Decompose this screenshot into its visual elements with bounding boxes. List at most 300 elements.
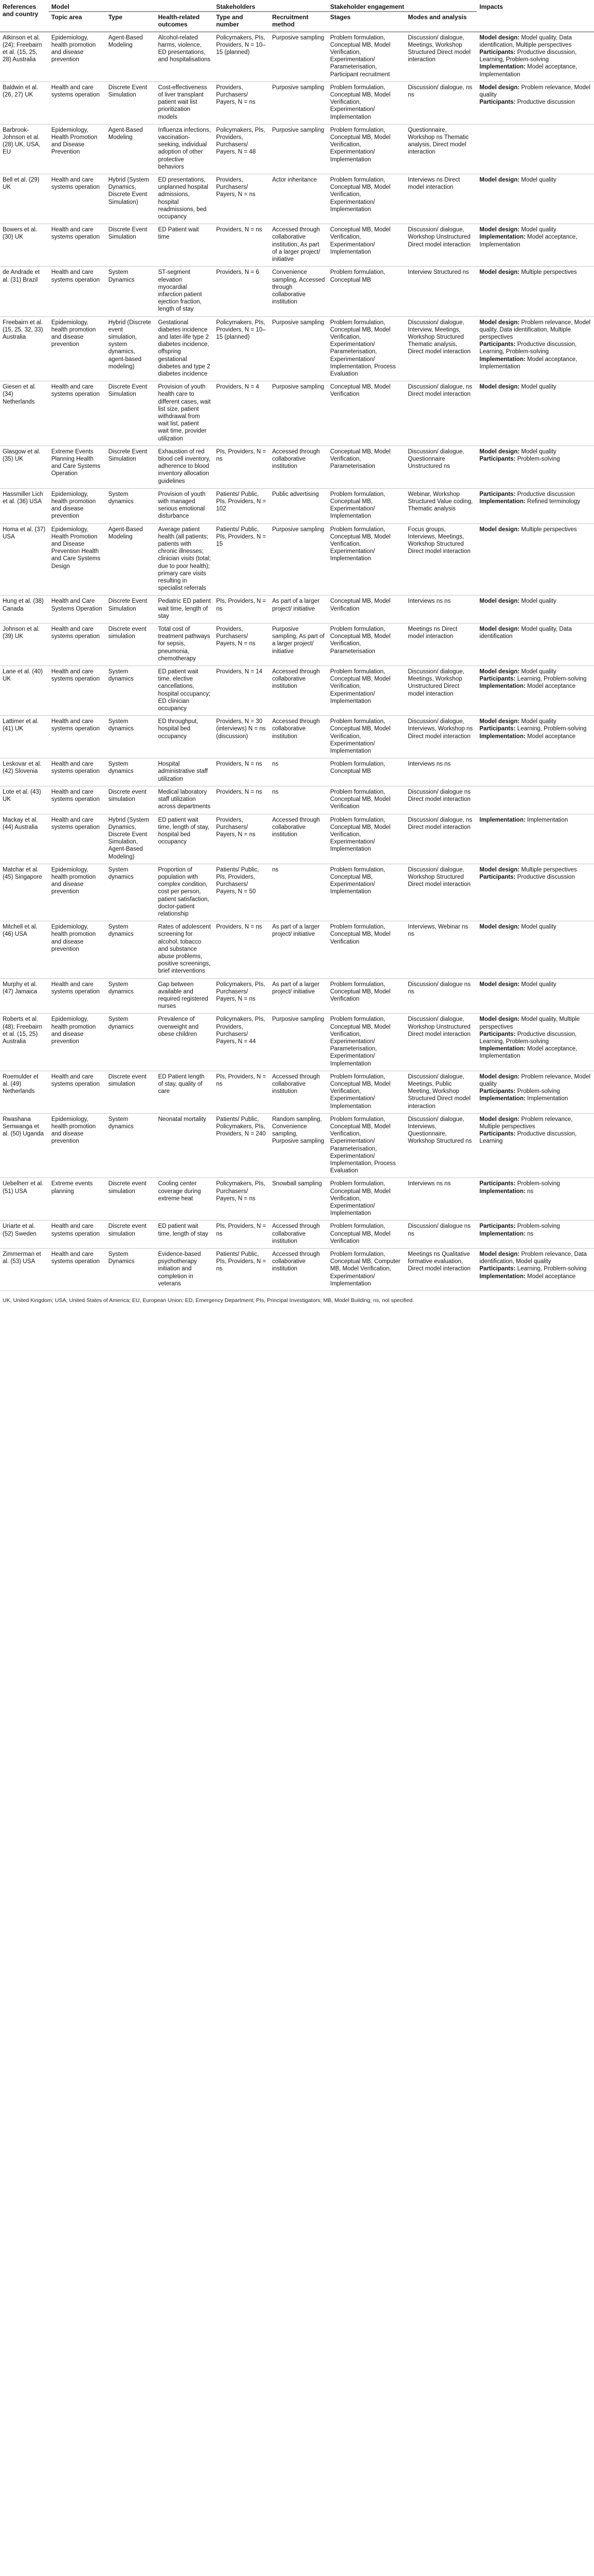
impact-values: Model quality bbox=[521, 384, 557, 391]
impact-category: Participants: bbox=[479, 1181, 516, 1187]
cell-modes: Interviews ns ns bbox=[408, 761, 451, 768]
impact-values: Model acceptance bbox=[527, 733, 576, 740]
header-type: Type bbox=[106, 12, 155, 32]
cell-stakeholder-type: Patients/ Public, PIs, Providers, N = 15 bbox=[216, 526, 266, 547]
cell-stages: Problem formulation, Conceptual MB, Model Verification bbox=[330, 788, 391, 810]
impact-values: Problem-solving bbox=[517, 1088, 560, 1095]
table-row bbox=[0, 174, 594, 224]
cell-reference: Glasgow et al. (35) UK bbox=[3, 448, 40, 462]
cell-model-type: Discrete event simulation bbox=[108, 626, 147, 640]
cell-recruitment: Snowball sampling bbox=[272, 1181, 322, 1187]
cell-impacts bbox=[477, 978, 594, 1014]
impact-entry bbox=[479, 683, 591, 690]
cell-impacts bbox=[477, 124, 594, 174]
impact-category: Participants: bbox=[479, 726, 516, 732]
impact-entry bbox=[479, 383, 591, 391]
cell-model-type: System dynamics bbox=[108, 761, 134, 775]
cell-stakeholder-type: PIs, Providers, N = ns bbox=[216, 598, 266, 612]
cell-stakeholder-type: Providers, N = 14 bbox=[216, 669, 263, 675]
cell-outcomes: ED presentations, unplanned hospital admissions, hospital readmissions, bed occupancy bbox=[158, 177, 208, 220]
cell-stakeholder-type: Patients/ Public, Policymakers, PIs, Providers, N = 240 bbox=[216, 1116, 266, 1138]
impact-category: Participants: bbox=[479, 99, 516, 106]
impact-values: Productive discussion, Learning, Problem-solving bbox=[479, 49, 577, 63]
cell-impacts bbox=[477, 814, 594, 864]
cell-modes: Discussion/ dialogue, Interviews, Questionnaire, Workshop Structured ns bbox=[408, 1116, 472, 1145]
cell-recruitment: Purposive sampling, As part of a larger project/ initiative bbox=[272, 626, 324, 655]
cell-recruitment: Purposive sampling bbox=[272, 127, 324, 133]
impact-entry bbox=[479, 733, 591, 740]
cell-modes: Meetings ns Qualitative formative evaluation, Direct model interaction bbox=[408, 1251, 471, 1272]
header-references: References and country bbox=[0, 0, 49, 32]
impact-entry bbox=[479, 498, 591, 505]
cell-topic-area: Health and care systems operation bbox=[51, 1223, 100, 1237]
cell-model-type: Discrete Event Simulation bbox=[108, 227, 147, 241]
cell-modes: Discussion/ dialogue, Workshop Unstructured Direct model interaction bbox=[408, 227, 471, 248]
impact-values: Productive discussion bbox=[517, 874, 575, 880]
cell-stakeholder-type: Providers, N = ns bbox=[216, 761, 262, 768]
cell-impacts bbox=[477, 758, 594, 786]
cell-model-type: Agent-Based Modeling bbox=[108, 526, 143, 540]
cell-reference: Murphy et al. (47) Jamaica bbox=[3, 981, 37, 995]
impact-entry bbox=[479, 448, 591, 455]
cell-modes: Interviews ns ns bbox=[408, 1181, 451, 1187]
impact-entry bbox=[479, 1116, 591, 1130]
cell-impacts bbox=[477, 446, 594, 488]
cell-recruitment: As part of a larger project/ initiative bbox=[272, 981, 320, 995]
cell-topic-area: Epidemiology, health promotion and disease prevention bbox=[51, 866, 96, 895]
impact-category: Model design: bbox=[479, 718, 520, 725]
impact-values: Model quality bbox=[521, 448, 557, 455]
cell-model-type: System dynamics bbox=[108, 669, 134, 683]
cell-stakeholder-type: Providers, N = ns bbox=[216, 227, 262, 233]
cell-topic-area: Epidemiology, health promotion and disease prevention bbox=[51, 1116, 96, 1145]
cell-reference: Bowers et al. (30) UK bbox=[3, 227, 37, 241]
impact-category: Participants: bbox=[479, 491, 516, 497]
cell-model-type: System Dynamics bbox=[108, 1251, 135, 1265]
impact-category: Implementation: bbox=[479, 1046, 526, 1052]
cell-stages: Problem formulation, Conceptual MB, Model Verification, Experimentation/ Parameterisation, Experimentation/ Implementation, Process Evaluation bbox=[330, 1116, 396, 1174]
impact-entry bbox=[479, 1031, 591, 1045]
cell-reference: Giesen et al. (34) Netherlands bbox=[3, 384, 36, 405]
impact-values: Model quality bbox=[521, 669, 557, 675]
cell-outcomes: Pediatric ED patient wait time, length of stay bbox=[158, 598, 211, 619]
cell-model-type: Discrete event simulation bbox=[108, 1073, 147, 1087]
impact-values: Model quality, Data identification bbox=[479, 626, 572, 640]
table-row bbox=[0, 666, 594, 716]
cell-modes: Interviews ns ns bbox=[408, 598, 451, 605]
cell-model-type: Discrete Event Simulation bbox=[108, 448, 147, 462]
header-outcomes: Health-related outcomes bbox=[155, 12, 214, 32]
impact-category: Model design: bbox=[479, 669, 520, 675]
impact-values: Model acceptance bbox=[527, 1273, 576, 1280]
table-row bbox=[0, 786, 594, 814]
impact-values: Multiple perspectives bbox=[521, 526, 577, 533]
cell-outcomes: Medical laboratory staff utilization across departments bbox=[158, 788, 210, 810]
cell-recruitment: Purposive sampling bbox=[272, 34, 324, 41]
cell-reference: Zimmerman et al. (53) USA bbox=[3, 1251, 41, 1265]
impact-category: Participants: bbox=[479, 341, 516, 348]
cell-reference: Homa et al. (37) USA bbox=[3, 526, 46, 540]
cell-outcomes: Cooling center coverage during extreme heat bbox=[158, 1181, 201, 1202]
impact-entry bbox=[479, 626, 591, 640]
impact-category: Implementation: bbox=[479, 234, 526, 241]
header-stages: Stages bbox=[328, 12, 405, 32]
cell-outcomes: ED Patient length of stay, quality of care bbox=[158, 1073, 205, 1095]
impact-values: Problem relevance, Model quality bbox=[479, 1073, 591, 1087]
cell-impacts bbox=[477, 921, 594, 978]
impact-category: Model design: bbox=[479, 269, 520, 276]
cell-modes: Interview Structured ns bbox=[408, 269, 469, 276]
impact-values: Model quality bbox=[521, 177, 557, 184]
table-row bbox=[0, 978, 594, 1014]
cell-stages: Problem formulation, Conceptual MB, Model Verification, Experimentation/ Implementation bbox=[330, 526, 391, 562]
cell-stakeholder-type: Policymakers, PIs, Providers, N = 10–15 (planned) bbox=[216, 34, 266, 56]
impact-category: Model design: bbox=[479, 448, 520, 455]
table-row bbox=[0, 124, 594, 174]
cell-stakeholder-type: Providers, N = 4 bbox=[216, 384, 259, 391]
impact-category: Model design: bbox=[479, 319, 520, 326]
cell-modes: Discussion/ dialogue, Questionnaire Unstructured ns bbox=[408, 448, 464, 470]
table-row bbox=[0, 1178, 594, 1221]
cell-reference: Roberts et al. (48); Freebairn et al. (15, 25) Australia bbox=[3, 1016, 43, 1045]
impact-category: Model design: bbox=[479, 981, 520, 988]
impact-values: Model quality, Data identification, Multiple perspectives bbox=[479, 34, 572, 48]
impact-entry bbox=[479, 675, 591, 683]
impact-entry bbox=[479, 84, 591, 99]
impact-entry bbox=[479, 176, 591, 184]
impact-category: Participants: bbox=[479, 1131, 516, 1138]
cell-model-type: Discrete event simulation bbox=[108, 1223, 147, 1237]
impact-values: Implementation bbox=[527, 1096, 568, 1102]
cell-outcomes: Neonatal mortality bbox=[158, 1116, 206, 1123]
cell-outcomes: ED throughput, hospital bed occupancy bbox=[158, 718, 199, 740]
cell-model-type: Agent-Based Modeling bbox=[108, 34, 143, 48]
cell-outcomes: Exhaustion of red blood cell inventory, adherence to blood inventory allocation guidelines bbox=[158, 448, 210, 484]
cell-stakeholder-type: Policymakers, PIs, Purchasers/ Payers, N = ns bbox=[216, 981, 265, 1002]
cell-recruitment: Public advertising bbox=[272, 491, 319, 497]
impact-entry bbox=[479, 718, 591, 725]
cell-reference: Mackay et al. (44) Australia bbox=[3, 816, 38, 830]
impact-values: Productive discussion, Learning, Problem-solving bbox=[479, 341, 577, 355]
cell-stages: Problem formulation, Conceptual MB, Experimentation/ Implementation bbox=[330, 491, 386, 520]
impact-entry bbox=[479, 668, 591, 675]
header-recruitment: Recruitment method bbox=[270, 12, 328, 32]
cell-recruitment: Purposive sampling bbox=[272, 384, 324, 391]
cell-stages: Problem formulation, Conceptual MB, Model Verification, Parameterisation bbox=[330, 626, 391, 655]
cell-stages: Conceptual MB, Model Verification, Parameterisation bbox=[330, 448, 391, 470]
cell-topic-area: Health and care systems operation bbox=[51, 626, 100, 640]
cell-impacts bbox=[477, 595, 594, 624]
cell-model-type: Discrete Event Simulation bbox=[108, 84, 147, 99]
cell-modes: Discussion/ dialogue, ns Direct model interaction bbox=[408, 816, 473, 830]
impact-category: Participants: bbox=[479, 676, 516, 683]
table-row bbox=[0, 624, 594, 666]
cell-impacts bbox=[477, 174, 594, 224]
cell-topic-area: Health and care systems operation bbox=[51, 84, 100, 99]
impact-category: Participants: bbox=[479, 1088, 516, 1095]
cell-modes: Interviews ns Direct model interaction bbox=[408, 177, 460, 191]
impact-entry bbox=[479, 526, 591, 533]
cell-recruitment: ns bbox=[272, 866, 279, 873]
cell-topic-area: Epidemiology, health promotion and disease prevention bbox=[51, 319, 96, 348]
impact-category: Implementation: bbox=[479, 683, 526, 690]
impact-category: Participants: bbox=[479, 1223, 516, 1230]
cell-reference: Hung et al. (38) Canada bbox=[3, 598, 44, 612]
table-row bbox=[0, 595, 594, 624]
table-row bbox=[0, 864, 594, 921]
cell-modes: Discussion/ dialogue ns ns bbox=[408, 1223, 471, 1237]
cell-model-type: System dynamics bbox=[108, 1016, 134, 1030]
impact-category: Model design: bbox=[479, 526, 520, 533]
cell-reference: Matchar et al. (45) Singapore bbox=[3, 866, 43, 880]
header-engagement: Stakeholder engagement bbox=[328, 0, 477, 12]
header-model: Model bbox=[49, 0, 214, 12]
cell-stakeholder-type: Providers, N = 30 (interviews) N = ns (discussion) bbox=[216, 718, 266, 740]
impact-category: Implementation: bbox=[479, 498, 526, 505]
impact-entry bbox=[479, 725, 591, 732]
cell-reference: Roemulder et al. (49) Netherlands bbox=[3, 1073, 39, 1095]
table-row bbox=[0, 316, 594, 381]
cell-topic-area: Epidemiology, health promotion and disease prevention bbox=[51, 924, 96, 952]
cell-modes: Discussion/ dialogue, Workshop Unstructured Direct model interaction bbox=[408, 1016, 471, 1037]
cell-topic-area: Epidemiology, health promotion and disease prevention bbox=[51, 491, 96, 520]
impact-category: Model design: bbox=[479, 227, 520, 233]
cell-reference: Baldwin et al. (26, 27) UK bbox=[3, 84, 38, 99]
cell-recruitment: Purposive sampling bbox=[272, 319, 324, 326]
cell-modes: Discussion/ dialogue, ns Direct model interaction bbox=[408, 384, 473, 398]
table-row bbox=[0, 81, 594, 124]
cell-stages: Problem formulation, Conceptual MB, Experimentation/ Implementation bbox=[330, 866, 386, 895]
impact-entry bbox=[479, 491, 591, 498]
impact-entry bbox=[479, 356, 591, 370]
impact-entry bbox=[479, 455, 591, 463]
cell-stages: Problem formulation, Conceptual MB, Model Verification bbox=[330, 981, 391, 1002]
cell-reference: Rwashana Semwanga et al. (50) Uganda bbox=[3, 1116, 44, 1138]
cell-outcomes: Total cost of treatment pathways for sepsis, pneumonia, chemotherapy bbox=[158, 626, 210, 662]
impact-values: Model quality bbox=[521, 981, 557, 988]
impact-entry bbox=[479, 981, 591, 988]
table-row bbox=[0, 814, 594, 864]
impact-category: Implementation: bbox=[479, 1096, 526, 1102]
impact-category: Model design: bbox=[479, 1116, 520, 1123]
cell-impacts bbox=[477, 1071, 594, 1113]
table-row bbox=[0, 224, 594, 267]
cell-reference: Freebairn et al. (15, 25, 32, 33) Australia bbox=[3, 319, 43, 340]
table-row bbox=[0, 1249, 594, 1291]
impact-entry bbox=[479, 1073, 591, 1088]
cell-impacts bbox=[477, 786, 594, 814]
cell-impacts bbox=[477, 32, 594, 81]
cell-reference: Lattimer et al. (41) UK bbox=[3, 718, 39, 732]
impact-category: Model design: bbox=[479, 866, 520, 873]
cell-recruitment: Accessed through collaborative institution bbox=[272, 718, 320, 740]
cell-model-type: System dynamics bbox=[108, 491, 134, 505]
impact-entry bbox=[479, 1273, 591, 1280]
impact-values: Model quality bbox=[521, 598, 557, 605]
cell-topic-area: Health and care systems operation bbox=[51, 1073, 100, 1087]
impact-category: Model design: bbox=[479, 626, 520, 633]
cell-outcomes: Cost-effectiveness of liver transplant patient wait list prioritization models bbox=[158, 84, 207, 120]
impact-values: Productive discussion bbox=[517, 99, 575, 106]
cell-stakeholder-type: Providers, N = 6 bbox=[216, 269, 259, 276]
cell-stages: Problem formulation, Conceptual MB, Model Verification, Experimentation/ Implementation bbox=[330, 1181, 391, 1217]
cell-stakeholder-type: Providers, Purchasers/ Payers, N = ns bbox=[216, 626, 256, 647]
cell-model-type: System dynamics bbox=[108, 718, 134, 732]
impact-entry bbox=[479, 341, 591, 355]
cell-recruitment: Purposive sampling bbox=[272, 84, 324, 91]
cell-stages: Problem formulation, Conceptual MB, Model Verification bbox=[330, 1223, 391, 1244]
impact-entry bbox=[479, 49, 591, 63]
table-row bbox=[0, 488, 594, 523]
cell-stages: Problem formulation, Conceptual MB bbox=[330, 761, 386, 775]
cell-modes: Discussion/ dialogue, Interview, Meetings, Workshop Structured Thematic analysis, Direct model interaction bbox=[408, 319, 471, 355]
cell-reference: Barbrook-Johnson et al. (28) UK, USA, EU bbox=[3, 127, 40, 156]
cell-outcomes: Gap between available and required registered nurses bbox=[158, 981, 208, 1010]
table-row bbox=[0, 32, 594, 81]
impact-category: Implementation: bbox=[479, 64, 526, 71]
cell-stakeholder-type: Patients/ Public, PIs, Providers, Purchasers/ Payers, N = 50 bbox=[216, 866, 259, 895]
cell-recruitment: Accessed through collaborative institution bbox=[272, 1251, 320, 1272]
impact-category: Model design: bbox=[479, 924, 520, 931]
cell-modes: Discussion/ dialogue ns Direct model interaction bbox=[408, 788, 471, 803]
cell-topic-area: Extreme Events Planning Health and Care Systems Operation bbox=[51, 448, 101, 477]
impact-category: Participants: bbox=[479, 49, 516, 56]
cell-stakeholder-type: Providers, N = ns bbox=[216, 788, 262, 795]
cell-topic-area: Health and care systems operation bbox=[51, 981, 100, 995]
cell-recruitment: Accessed through collaborative institution bbox=[272, 1073, 320, 1095]
impact-values: Problem-solving bbox=[517, 455, 560, 462]
cell-topic-area: Extreme events planning bbox=[51, 1181, 93, 1195]
cell-stages: Problem formulation, Conceptual MB, Model Verification, Experimentation/ Implementation bbox=[330, 177, 391, 213]
impact-entry bbox=[479, 1095, 591, 1102]
cell-outcomes: Provision of youth with managed serious emotional disturbance bbox=[158, 491, 206, 520]
impact-values: Productive discussion, Learning bbox=[479, 1131, 577, 1145]
impact-values: Productive discussion, Learning, Problem-solving bbox=[479, 1031, 577, 1045]
impact-category: Implementation: bbox=[479, 356, 526, 363]
impact-entry bbox=[479, 1251, 591, 1265]
cell-recruitment: ns bbox=[272, 761, 279, 768]
cell-impacts bbox=[477, 381, 594, 446]
cell-reference: Bell et al. (29) UK bbox=[3, 177, 39, 191]
cell-model-type: System dynamics bbox=[108, 924, 134, 938]
cell-topic-area: Health and care systems operation bbox=[51, 761, 100, 775]
impact-values: Problem-solving bbox=[517, 1181, 560, 1187]
cell-model-type: Agent-Based Modeling bbox=[108, 127, 143, 141]
impact-category: Model design: bbox=[479, 84, 520, 91]
cell-reference: Leskovar et al. (42) Slovenia bbox=[3, 761, 41, 775]
cell-topic-area: Health and care systems operation bbox=[51, 384, 100, 398]
cell-modes: Questionnaire, Workshop ns Thematic analysis, Direct model interaction bbox=[408, 127, 469, 156]
cell-reference: Uriarte et al. (52) Sweden bbox=[3, 1223, 37, 1237]
table-row bbox=[0, 716, 594, 758]
header-stakeholders: Stakeholders bbox=[214, 0, 328, 12]
cell-stakeholder-type: Providers, Purchasers/ Payers, N = ns bbox=[216, 84, 256, 106]
cell-recruitment: Accessed through collaborative institution, As part of a larger project/ initiative bbox=[272, 227, 320, 263]
cell-impacts bbox=[477, 666, 594, 716]
table-row bbox=[0, 921, 594, 978]
cell-impacts bbox=[477, 316, 594, 381]
impact-category: Participants: bbox=[479, 1031, 516, 1037]
impact-values: Model acceptance bbox=[527, 683, 576, 690]
cell-stages: Problem formulation, Conceptual MB, Model Verification, Experimentation/ Implementation bbox=[330, 84, 391, 120]
impact-values: Model quality bbox=[521, 924, 557, 931]
impact-entry bbox=[479, 1180, 591, 1187]
cell-reference: Uebelherr et al. (51) USA bbox=[3, 1181, 44, 1195]
cell-stages: Problem formulation, Conceptual MB, Computer MB, Model Verification, Experimentation/ Implementation bbox=[330, 1251, 401, 1287]
impact-entry bbox=[479, 1016, 591, 1030]
cell-topic-area: Health and care systems operation bbox=[51, 816, 100, 830]
cell-reference: Atkinson et al. (24); Freebairn et al. (15, 25, 28) Australia bbox=[3, 34, 43, 63]
impact-category: Implementation: bbox=[479, 733, 526, 740]
header-topic-area: Topic area bbox=[49, 12, 106, 32]
cell-impacts bbox=[477, 1249, 594, 1291]
cell-model-type: System dynamics bbox=[108, 981, 134, 995]
cell-impacts bbox=[477, 864, 594, 921]
cell-impacts bbox=[477, 488, 594, 523]
cell-impacts bbox=[477, 523, 594, 595]
impact-entry bbox=[479, 598, 591, 605]
cell-model-type: Discrete event simulation bbox=[108, 1181, 147, 1195]
cell-impacts bbox=[477, 624, 594, 666]
cell-reference: Lote et al. (43) UK bbox=[3, 788, 41, 803]
impact-category: Model design: bbox=[479, 177, 520, 184]
cell-model-type: Discrete Event Simulation bbox=[108, 598, 147, 612]
impact-category: Participants: bbox=[479, 1266, 516, 1272]
table-row bbox=[0, 523, 594, 595]
table-body bbox=[0, 32, 594, 1291]
cell-model-type: System dynamics bbox=[108, 1116, 134, 1130]
cell-topic-area: Health and care systems operation bbox=[51, 269, 100, 283]
cell-topic-area: Epidemiology, Health Promotion and Disease Prevention Health and Care Systems Design bbox=[51, 526, 101, 570]
header-impacts: Impacts bbox=[477, 0, 594, 32]
cell-modes: Discussion/ dialogue, Meetings, Workshop Unstructured Direct model interaction bbox=[408, 669, 464, 697]
cell-recruitment: Random sampling, Convenience sampling, Purposive sampling bbox=[272, 1116, 324, 1145]
impact-entry bbox=[479, 233, 591, 248]
impact-entry bbox=[479, 34, 591, 49]
cell-modes: Discussion/ dialogue, Workshop Structured Direct model interaction bbox=[408, 866, 471, 888]
cell-recruitment: Accessed through collaborative institution bbox=[272, 669, 320, 690]
impact-entry bbox=[479, 816, 591, 824]
impact-category: Model design: bbox=[479, 384, 520, 391]
impact-entry bbox=[479, 226, 591, 233]
impact-values: Multiple perspectives bbox=[521, 269, 577, 276]
impact-category: Model design: bbox=[479, 1251, 520, 1258]
impact-entry bbox=[479, 866, 591, 874]
cell-stakeholder-type: Providers, Purchasers/ Payers, N = ns bbox=[216, 816, 256, 838]
impact-category: Model design: bbox=[479, 1016, 520, 1023]
cell-recruitment: Accessed through collaborative institution bbox=[272, 448, 320, 470]
impact-entry bbox=[479, 1265, 591, 1272]
cell-outcomes: Provision of youth health care to different cases, wait list size, patient withdrawal from wait list, patient wait time, provider utilization bbox=[158, 384, 211, 442]
cell-topic-area: Epidemiology, health promotion and disease prevention bbox=[51, 1016, 96, 1045]
cell-outcomes: Average patient health (all patients; patients with chronic illnesses; clinician visits (total; due to poor health); primary care visits resulting in specialist referrals bbox=[158, 526, 211, 592]
impact-values: Model quality bbox=[521, 227, 557, 233]
cell-recruitment: Actor inheritance bbox=[272, 177, 317, 184]
cell-stakeholder-type: Policymakers, PIs, Providers, Purchasers/ Payers, N = 48 bbox=[216, 127, 265, 156]
cell-recruitment: Purposive sampling bbox=[272, 1016, 324, 1023]
cell-model-type: Hybrid (System Dynamics, Discrete Event Simulation, Agent-Based Modeling) bbox=[108, 816, 149, 860]
impact-values: Problem relevance, Multiple perspectives bbox=[479, 1116, 573, 1130]
cell-impacts bbox=[477, 1178, 594, 1221]
impact-values: Problem relevance, Data identification, Model quality bbox=[479, 1251, 587, 1265]
cell-stages: Conceptual MB, Model Verification bbox=[330, 384, 391, 398]
impact-values: Model acceptance, Implementation bbox=[479, 356, 577, 370]
header-modes: Modes and analysis bbox=[405, 12, 477, 32]
cell-outcomes: Alcohol-related harms, violence, ED presentations, and hospitalisations bbox=[158, 34, 211, 63]
cell-impacts bbox=[477, 267, 594, 316]
impact-values: Implementation bbox=[527, 816, 568, 823]
cell-stakeholder-type: Patients/ Public, PIs, Providers, N = 102 bbox=[216, 491, 266, 513]
